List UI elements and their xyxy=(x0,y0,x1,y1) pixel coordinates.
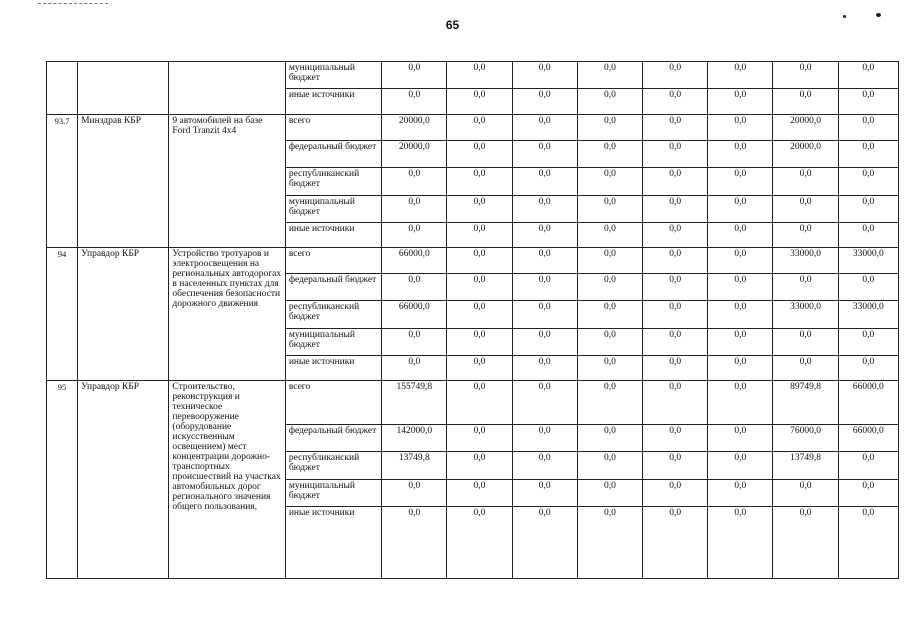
value-cell: 0,0 xyxy=(577,141,642,168)
scan-speck xyxy=(843,15,846,18)
value-cell: 0,0 xyxy=(838,168,898,196)
value-cell: 0,0 xyxy=(643,115,708,141)
value-cell: 0,0 xyxy=(643,274,708,301)
value-cell: 0,0 xyxy=(773,168,838,196)
value-cell: 0,0 xyxy=(708,329,773,356)
measure-description xyxy=(169,62,285,115)
funding-source: иные источники xyxy=(285,223,381,248)
value-cell: 0,0 xyxy=(643,168,708,196)
value-cell: 13749,8 xyxy=(773,452,838,480)
value-cell: 0,0 xyxy=(577,425,642,452)
funding-source: иные источники xyxy=(285,507,381,579)
value-cell: 0,0 xyxy=(577,301,642,329)
funding-source: муниципальный бюджет xyxy=(285,329,381,356)
value-cell: 0,0 xyxy=(512,356,577,381)
value-cell: 0,0 xyxy=(382,356,447,381)
value-cell: 0,0 xyxy=(577,452,642,480)
value-cell: 20000,0 xyxy=(773,141,838,168)
funding-source: федеральный бюджет xyxy=(285,274,381,301)
value-cell: 0,0 xyxy=(838,356,898,381)
funding-source: республиканский бюджет xyxy=(285,168,381,196)
value-cell: 0,0 xyxy=(512,301,577,329)
value-cell: 0,0 xyxy=(512,168,577,196)
value-cell: 0,0 xyxy=(708,62,773,89)
value-cell: 0,0 xyxy=(643,141,708,168)
table-row xyxy=(47,381,899,425)
value-cell: 20000,0 xyxy=(382,115,447,141)
value-cell: 0,0 xyxy=(708,168,773,196)
value-cell: 0,0 xyxy=(838,507,898,579)
value-cell: 0,0 xyxy=(382,196,447,223)
value-cell: 33000,0 xyxy=(773,248,838,274)
table-row xyxy=(47,115,899,141)
value-cell: 0,0 xyxy=(838,141,898,168)
value-cell: 0,0 xyxy=(577,381,642,425)
value-cell: 0,0 xyxy=(512,89,577,115)
value-cell: 0,0 xyxy=(643,62,708,89)
value-cell: 0,0 xyxy=(773,507,838,579)
organization: Минздрав КБР xyxy=(78,115,169,248)
value-cell: 0,0 xyxy=(708,89,773,115)
value-cell: 0,0 xyxy=(838,480,898,507)
value-cell: 13749,8 xyxy=(382,452,447,480)
value-cell: 0,0 xyxy=(512,480,577,507)
value-cell: 0,0 xyxy=(773,329,838,356)
value-cell: 0,0 xyxy=(643,223,708,248)
value-cell: 0,0 xyxy=(773,223,838,248)
measure-description: 9 автомобилей на базе Ford Tranzit 4x4 xyxy=(169,115,285,248)
value-cell: 0,0 xyxy=(838,89,898,115)
value-cell: 0,0 xyxy=(838,196,898,223)
value-cell: 0,0 xyxy=(708,425,773,452)
value-cell: 0,0 xyxy=(447,425,512,452)
value-cell: 0,0 xyxy=(512,248,577,274)
value-cell: 66000,0 xyxy=(838,425,898,452)
scan-corner-mark xyxy=(38,0,108,4)
value-cell: 0,0 xyxy=(773,480,838,507)
value-cell: 0,0 xyxy=(643,507,708,579)
value-cell: 0,0 xyxy=(708,507,773,579)
value-cell: 0,0 xyxy=(708,301,773,329)
table-row xyxy=(47,248,899,274)
scan-speck xyxy=(876,13,881,17)
value-cell: 0,0 xyxy=(577,196,642,223)
value-cell: 0,0 xyxy=(643,356,708,381)
value-cell: 0,0 xyxy=(577,223,642,248)
funding-source: муниципальный бюджет xyxy=(285,480,381,507)
value-cell: 0,0 xyxy=(773,274,838,301)
value-cell: 0,0 xyxy=(643,425,708,452)
value-cell: 0,0 xyxy=(512,141,577,168)
value-cell: 0,0 xyxy=(838,452,898,480)
value-cell: 0,0 xyxy=(577,248,642,274)
value-cell: 0,0 xyxy=(838,274,898,301)
value-cell: 0,0 xyxy=(447,507,512,579)
value-cell: 0,0 xyxy=(512,507,577,579)
row-number: 95 xyxy=(47,381,78,579)
value-cell: 0,0 xyxy=(773,356,838,381)
value-cell: 0,0 xyxy=(577,168,642,196)
value-cell: 0,0 xyxy=(773,196,838,223)
funding-source: республиканский бюджет xyxy=(285,452,381,480)
value-cell: 20000,0 xyxy=(773,115,838,141)
value-cell: 0,0 xyxy=(577,329,642,356)
value-cell: 0,0 xyxy=(447,301,512,329)
value-cell: 0,0 xyxy=(838,223,898,248)
value-cell: 76000,0 xyxy=(773,425,838,452)
value-cell: 66000,0 xyxy=(382,301,447,329)
value-cell: 0,0 xyxy=(512,381,577,425)
value-cell: 0,0 xyxy=(382,168,447,196)
value-cell: 0,0 xyxy=(708,196,773,223)
funding-source: иные источники xyxy=(285,356,381,381)
value-cell: 0,0 xyxy=(447,356,512,381)
value-cell: 0,0 xyxy=(447,480,512,507)
value-cell: 66000,0 xyxy=(382,248,447,274)
value-cell: 0,0 xyxy=(773,89,838,115)
value-cell: 155749,8 xyxy=(382,381,447,425)
value-cell: 0,0 xyxy=(643,248,708,274)
value-cell: 0,0 xyxy=(447,141,512,168)
value-cell: 0,0 xyxy=(708,141,773,168)
value-cell: 0,0 xyxy=(708,480,773,507)
value-cell: 0,0 xyxy=(708,248,773,274)
value-cell: 89749,8 xyxy=(773,381,838,425)
value-cell: 0,0 xyxy=(382,329,447,356)
measure-description: Строительство, реконструкция и техническое перевооружение (оборудование искусственным освещением) мест концентрации дорожно-транспортных происшествий на участках автомобильных дорог регионального значения общего пользования, xyxy=(169,381,285,579)
funding-source: федеральный бюджет xyxy=(285,425,381,452)
value-cell: 0,0 xyxy=(577,62,642,89)
value-cell: 0,0 xyxy=(447,196,512,223)
value-cell: 0,0 xyxy=(512,425,577,452)
funding-source: муниципальный бюджет xyxy=(285,62,381,89)
value-cell: 0,0 xyxy=(643,301,708,329)
value-cell: 0,0 xyxy=(708,223,773,248)
value-cell: 0,0 xyxy=(577,507,642,579)
row-number: 94 xyxy=(47,248,78,381)
value-cell: 0,0 xyxy=(447,89,512,115)
organization: Управдор КБР xyxy=(78,381,169,579)
value-cell: 0,0 xyxy=(577,115,642,141)
value-cell: 0,0 xyxy=(643,452,708,480)
budget-table xyxy=(46,61,899,579)
organization: Управдор КБР xyxy=(78,248,169,381)
organization xyxy=(78,62,169,115)
funding-source: иные источники xyxy=(285,89,381,115)
value-cell: 0,0 xyxy=(447,62,512,89)
funding-source: всего xyxy=(285,381,381,425)
value-cell: 0,0 xyxy=(512,274,577,301)
value-cell: 0,0 xyxy=(512,452,577,480)
value-cell: 0,0 xyxy=(447,168,512,196)
value-cell: 0,0 xyxy=(512,115,577,141)
row-number xyxy=(47,62,78,115)
value-cell: 0,0 xyxy=(838,62,898,89)
value-cell: 0,0 xyxy=(773,62,838,89)
table-row xyxy=(47,62,899,89)
value-cell: 0,0 xyxy=(838,329,898,356)
value-cell: 33000,0 xyxy=(838,301,898,329)
value-cell: 0,0 xyxy=(382,62,447,89)
value-cell: 0,0 xyxy=(708,356,773,381)
value-cell: 0,0 xyxy=(643,329,708,356)
funding-source: муниципальный бюджет xyxy=(285,196,381,223)
value-cell: 0,0 xyxy=(577,356,642,381)
value-cell: 0,0 xyxy=(708,115,773,141)
funding-source: всего xyxy=(285,115,381,141)
value-cell: 0,0 xyxy=(447,329,512,356)
value-cell: 0,0 xyxy=(382,89,447,115)
value-cell: 0,0 xyxy=(708,452,773,480)
value-cell: 0,0 xyxy=(382,507,447,579)
value-cell: 0,0 xyxy=(512,196,577,223)
value-cell: 0,0 xyxy=(643,480,708,507)
value-cell: 0,0 xyxy=(447,223,512,248)
value-cell: 0,0 xyxy=(708,381,773,425)
value-cell: 0,0 xyxy=(512,223,577,248)
value-cell: 0,0 xyxy=(382,480,447,507)
value-cell: 0,0 xyxy=(382,274,447,301)
value-cell: 0,0 xyxy=(512,329,577,356)
value-cell: 142000,0 xyxy=(382,425,447,452)
value-cell: 0,0 xyxy=(512,62,577,89)
value-cell: 0,0 xyxy=(447,115,512,141)
value-cell: 0,0 xyxy=(577,480,642,507)
value-cell: 0,0 xyxy=(577,89,642,115)
value-cell: 0,0 xyxy=(838,115,898,141)
funding-source: всего xyxy=(285,248,381,274)
row-number: 93.7 xyxy=(47,115,78,248)
value-cell: 0,0 xyxy=(447,381,512,425)
value-cell: 0,0 xyxy=(447,248,512,274)
value-cell: 33000,0 xyxy=(773,301,838,329)
value-cell: 33000,0 xyxy=(838,248,898,274)
value-cell: 0,0 xyxy=(447,274,512,301)
measure-description: Устройство тротуаров и электроосвещения на региональных автодорогах в населенных пунктах для обеспечения безопасности дорожного движения xyxy=(169,248,285,381)
value-cell: 20000,0 xyxy=(382,141,447,168)
value-cell: 0,0 xyxy=(382,223,447,248)
funding-source: республиканский бюджет xyxy=(285,301,381,329)
value-cell: 0,0 xyxy=(643,381,708,425)
value-cell: 0,0 xyxy=(447,452,512,480)
value-cell: 0,0 xyxy=(577,274,642,301)
value-cell: 66000,0 xyxy=(838,381,898,425)
page-number: 65 xyxy=(445,18,460,32)
value-cell: 0,0 xyxy=(708,274,773,301)
value-cell: 0,0 xyxy=(643,196,708,223)
funding-source: федеральный бюджет xyxy=(285,141,381,168)
value-cell: 0,0 xyxy=(643,89,708,115)
